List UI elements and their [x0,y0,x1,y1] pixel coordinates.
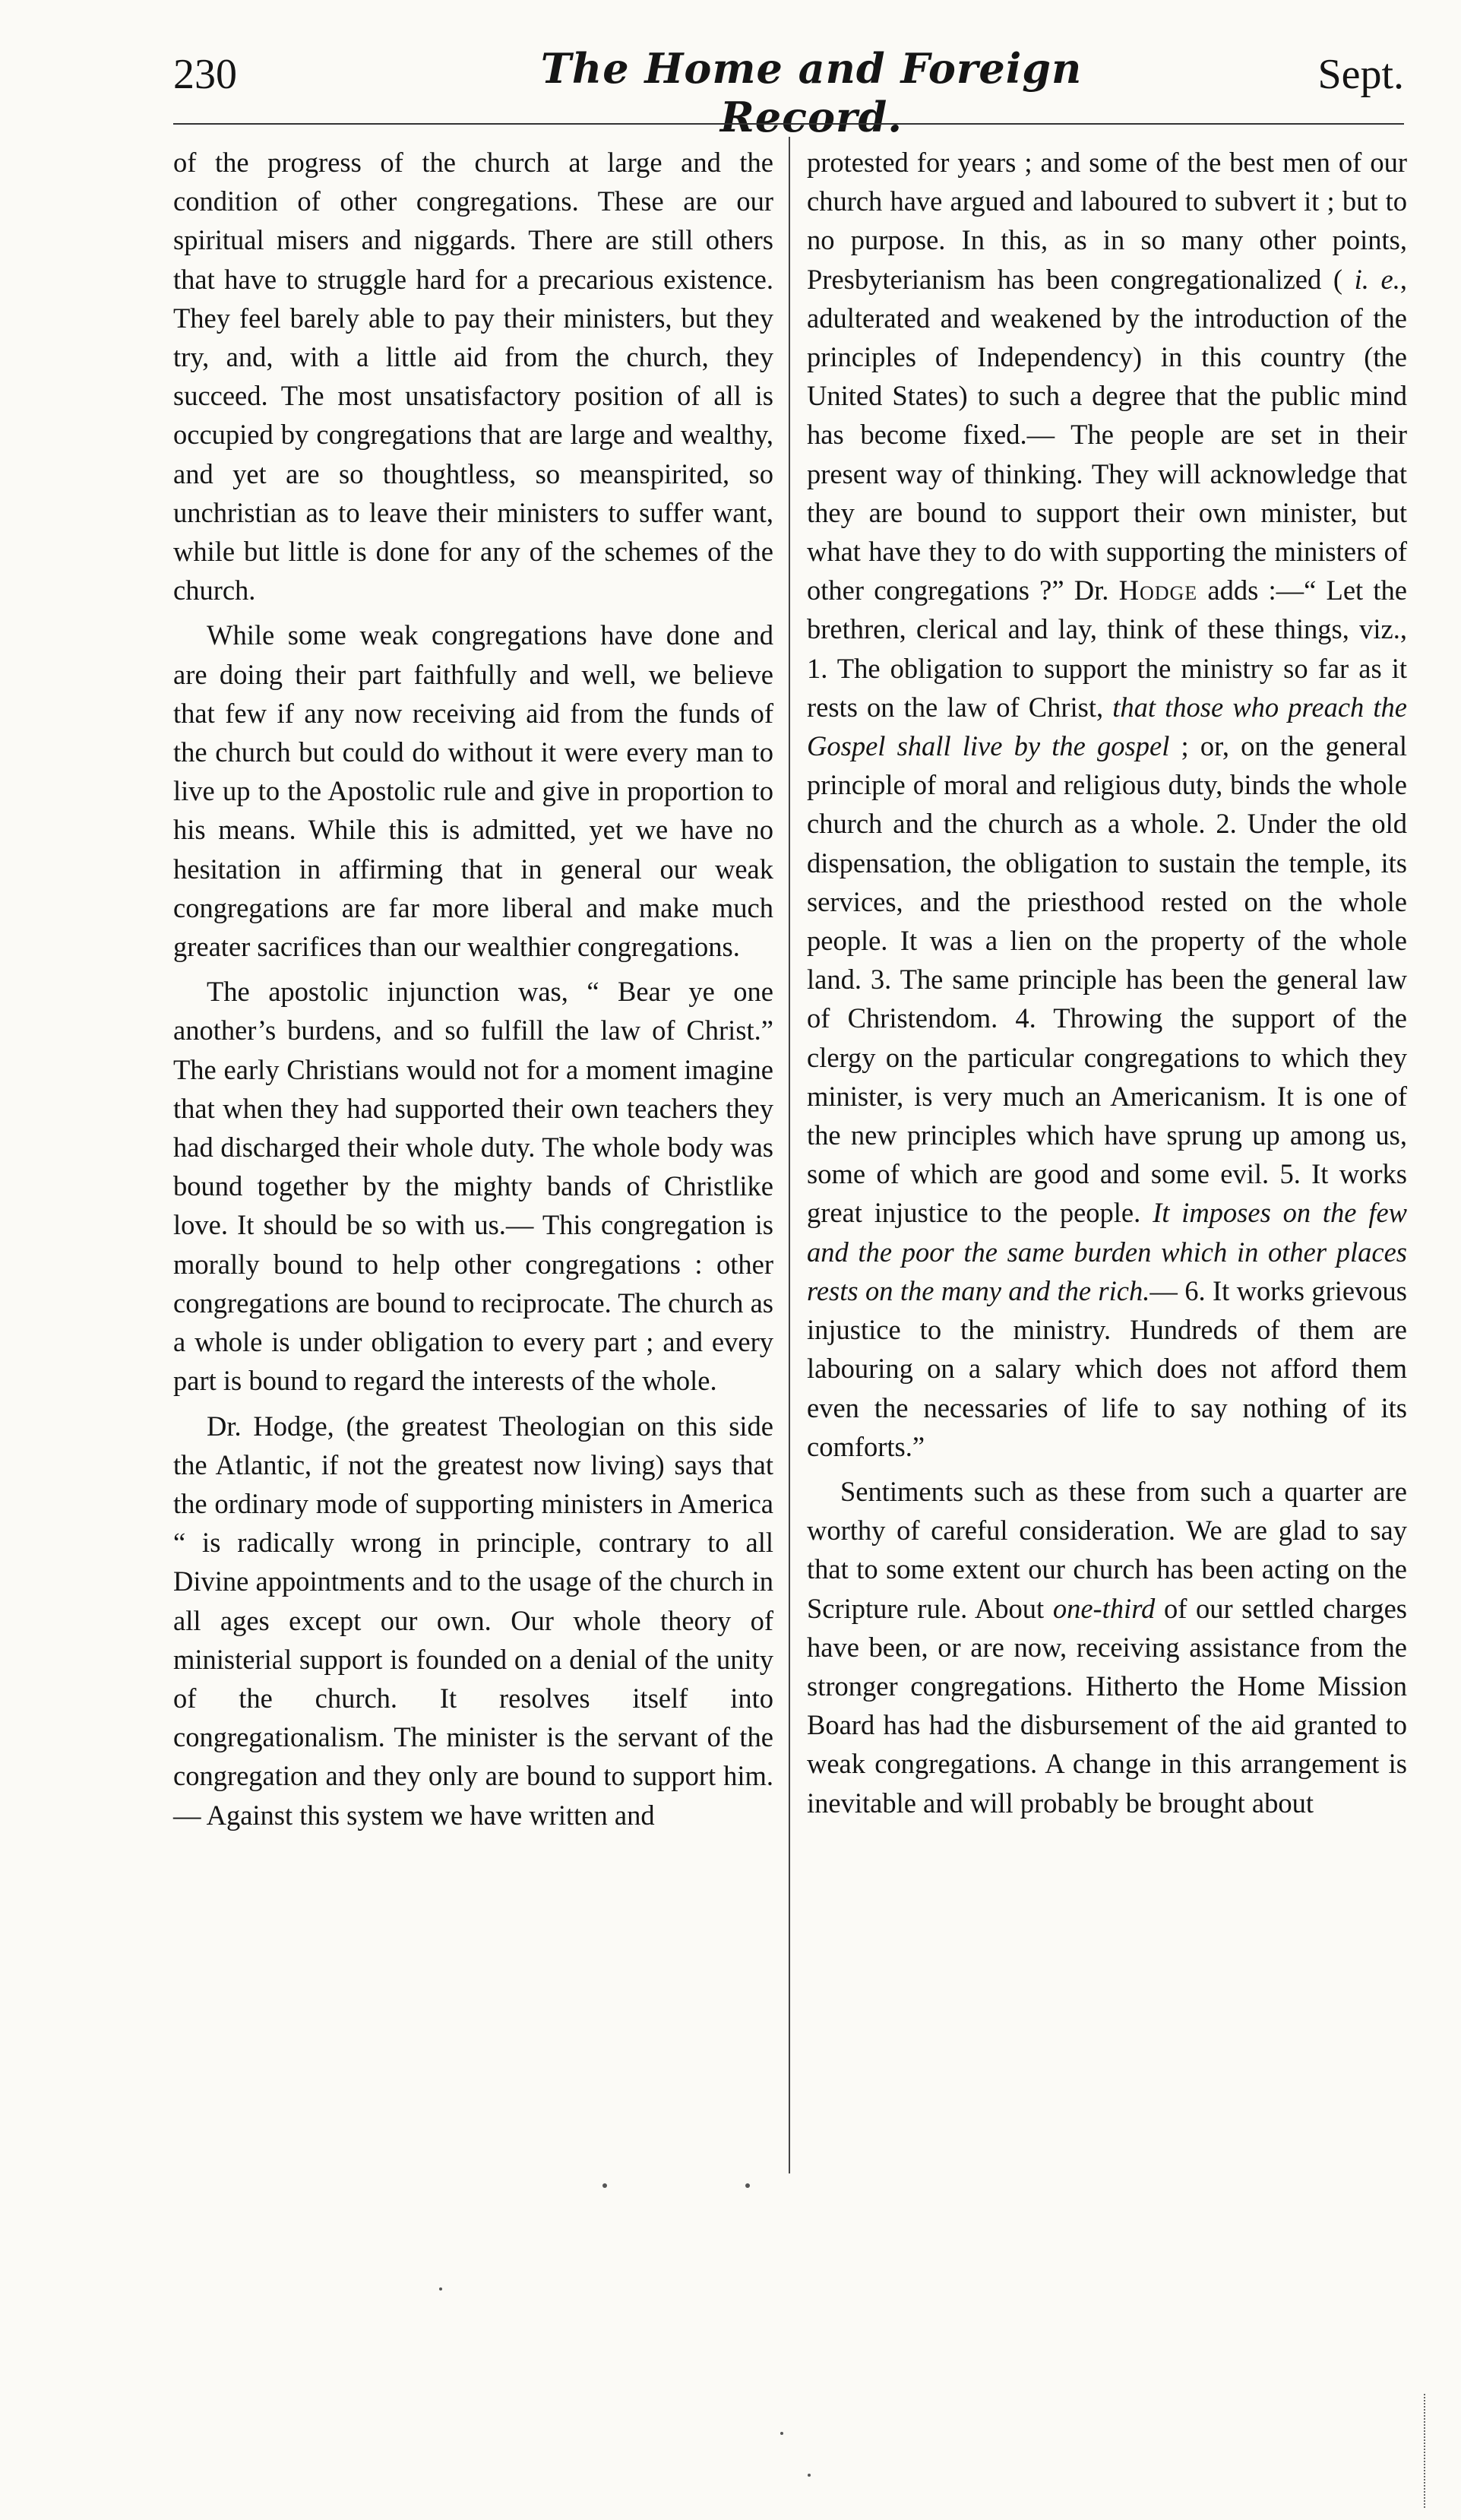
text-run: protested for years ; and some of the best men of our church have argued and laboured to subvert it ; but to no purpose. In this, as in so many other points, Presbyterianism has been congregationalized ( [807,147,1407,295]
column-divider [789,137,790,2173]
paragraph: of the progress of the church at large and the condition of other congregations. These are our spiritual misers and niggards. There are still others that have to struggle hard for a precarious existence. They feel barely able to pay their ministers, but they try, and, with a little aid from the church, they succeed. The most unsatisfactory position of all is occupied by congregations that are large and wealthy, and yet are so thoughtless, so meanspirited, so unchristian as to leave their ministers to suffer want, while but little is done for any of the schemes of the church. [173,147,773,606]
paragraph [807,1472,1407,1822]
ink-speck [745,2183,750,2188]
text-run: adds :—“ Let the brethren, clerical and lay, think of these things, viz., 1. The obligation to support the ministry so far as it rests on the law of Christ, [807,575,1407,723]
page-number: 230 [173,51,237,98]
paragraph [807,143,1407,1466]
ink-speck [602,2183,607,2188]
author-name: Hodge [1118,575,1198,606]
text-run: of our settled charges have been, or are now, receiving assistance from the stronger congregations. Hitherto the Home Mission Board has had the disbursement of the aid granted to weak congregations. A change in this arrangement is inevitable and will probably be brought about [807,1592,1407,1819]
page-header [173,44,1404,141]
text-run: Sentiments such as these from such a quarter are worthy of careful consideration. We are glad to say that to some extent our church has been acting on the Scripture rule. About [807,1475,1407,1624]
ink-speck [439,2287,442,2290]
running-title: The Home and Foreign Record. [540,44,1083,141]
emphasis: i. e. [1354,263,1400,295]
header-rule [173,123,1404,125]
emphasis: It imposes on the few and the poor the same burden which in other places rests on the many and the rich. [807,1197,1408,1306]
ink-speck [780,2432,783,2435]
text-run: , adulterated and weakened by the introduction of the principles of Independency) in this country (the United States) to such a degree that the public mind has become fixed.— The people are set in their present way of thinking. They will acknowledge that they are bound to support their own minister, but what have they to do with supporting the ministers of other congregations ?” Dr. [807,263,1407,606]
emphasis: one-third [1052,1592,1156,1624]
paragraph: While some weak congregations have done and are doing their part faithfully and well, we believe that few if any now receiving aid from the funds of the church but could do without it were every man to live up to the Apostolic rule and give in proportion to his means. While this is admitted, yet we have no hesitation in affirming that in general our weak congregations are far more liberal and make much greater sacrifices than our wealthier congregations. [173,619,773,963]
ink-speck [808,2474,811,2477]
page-edge-mark [1424,2394,1425,2508]
paragraph: Dr. Hodge, (the greatest Theologian on this side the Atlantic, if not the greatest now living) says that the ordinary mode of supporting ministers in America “ is radically wrong in principle, contrary to all Divine appointments and to the usage of the church in all ages except our own. Our whole theory of ministerial support is founded on a denial of the unity of the church. It resolves itself into congregationalism. The minister is the servant of the congregation and they only are bound to support him.— Against this system we have written and [173,1410,773,1831]
emphasis: that those who preach the Gospel shall live by the gospel [807,691,1408,762]
text-run: ; or, on the general principle of moral and religious duty, binds the whole church and the church as a whole. 2. Under the old dispensation, the obligation to sustain the temple, its services, and the priesthood rested on the whole people. It was a lien on the property of the whole land. 3. The same principle has been the general law of Christendom. 4. Throwing the support of the clergy on the particular congregations to which they minister, is very much an Americanism. It is one of the new principles which have sprung up among us, some of which are good and some evil. 5. It works great injustice to the people. [807,730,1407,1229]
text-run: — 6. It works grievous injustice to the ministry. Hundreds of them are labouring on a salary which does not afford them even the necessaries of life to say nothing of its comforts.” [807,1274,1408,1462]
right-column [807,143,1407,1828]
paragraph: The apostolic injunction was, “ Bear ye one another’s burdens, and so fulfill the law of Christ.” The early Christians would not for a moment imagine that when they had supported their own teachers they had discharged their whole duty. The whole body was bound together by the mighty bands of Christlike love. It should be so with us.— This congregation is morally bound to help other congregations : other congregations are bound to reciprocate. The church as a whole is under obligation to every part ; and every part is bound to regard the interests of the whole. [173,976,773,1397]
header-month: Sept. [1317,51,1404,98]
left-column [173,143,773,1841]
